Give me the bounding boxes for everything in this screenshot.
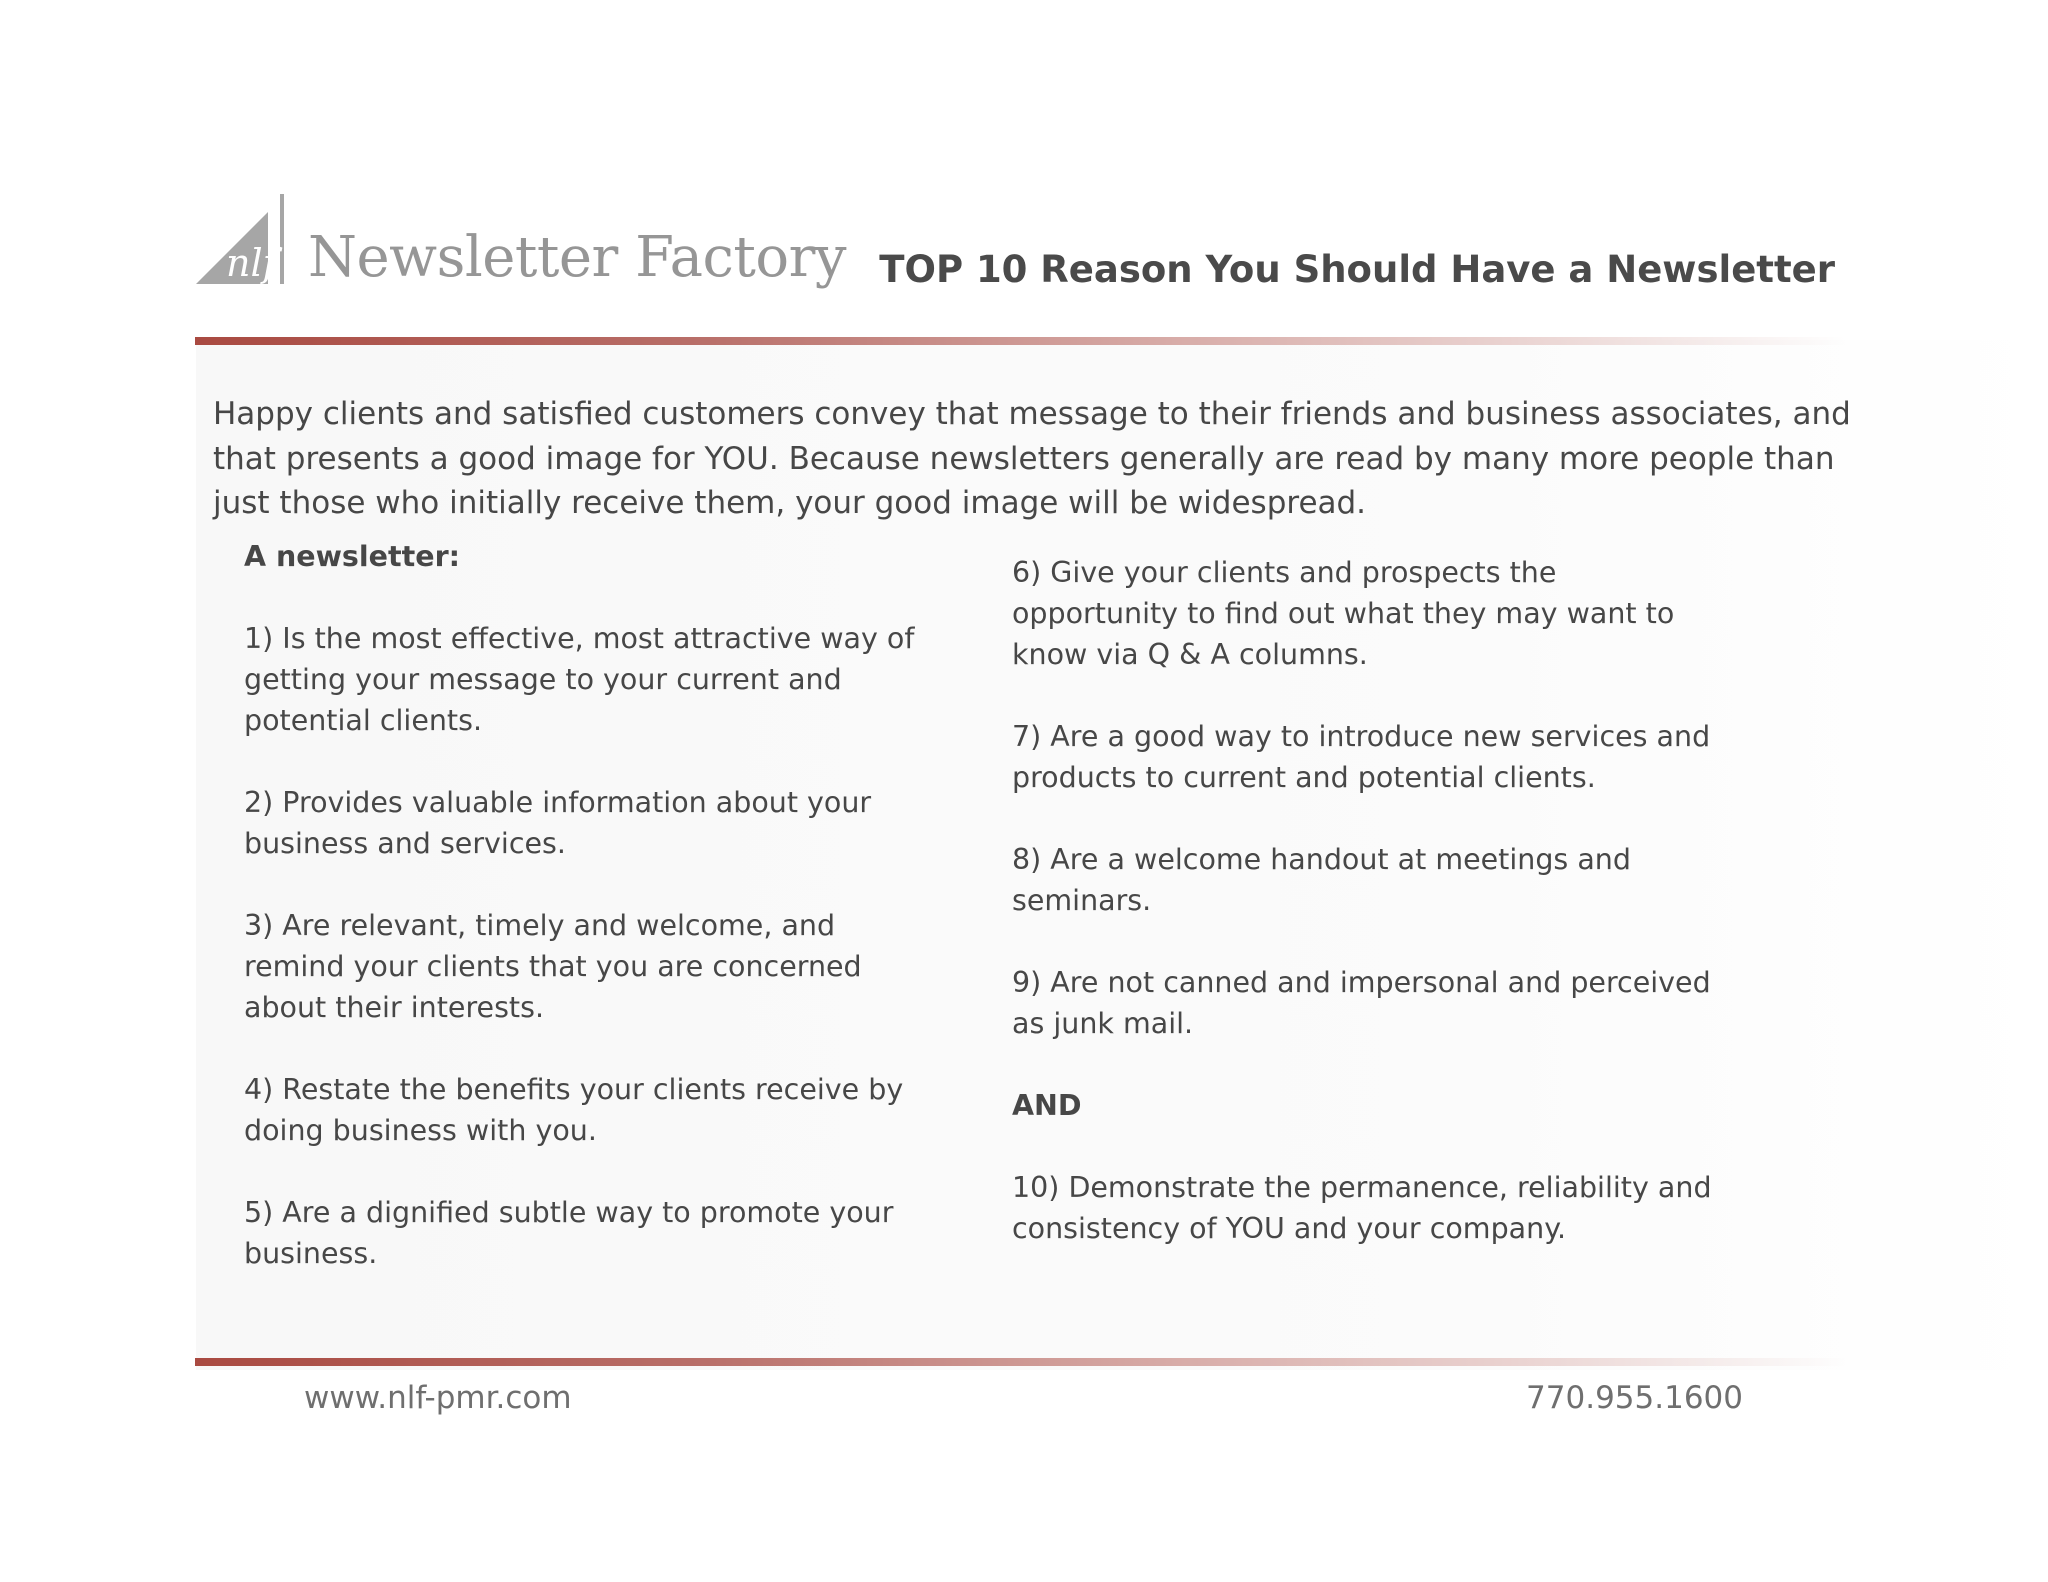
intro-paragraph: Happy clients and satisfied customers convey that message to their friends and business associates, and that presents a good image for YOU. Because newsletters generally are read by many more people than just those who initially receive them, your good image will be widespread. — [213, 396, 1851, 521]
right-column — [1012, 552, 1712, 1290]
logo-mark-letters: nlf — [226, 241, 277, 285]
reason-item-4: 4) Restate the benefits your clients receive by doing business with you. — [244, 1073, 904, 1147]
and-label: AND — [1012, 1089, 1082, 1122]
reason-item-7: 7) Are a good way to introduce new services and products to current and potential clients. — [1012, 720, 1711, 794]
logo-mark-icon — [196, 192, 292, 292]
reason-item-1: 1) Is the most effective, most attractive way of getting your message to your current and potential clients. — [244, 622, 915, 737]
reason-item-3: 3) Are relevant, timely and welcome, and remind your clients that you are concerned about their interests. — [244, 909, 862, 1024]
page-title: TOP 10 Reason You Should Have a Newsletter — [879, 248, 1835, 291]
reason-item-6: 6) Give your clients and prospects the opportunity to find out what they may want to know via Q & A columns. — [1012, 556, 1675, 671]
reason-item-10: 10) Demonstrate the permanence, reliability and consistency of YOU and your company. — [1012, 1171, 1712, 1245]
logo-wordmark: Newsletter Factory — [308, 225, 847, 290]
left-column — [244, 536, 924, 1315]
reason-item-2: 2) Provides valuable information about your business and services. — [244, 786, 872, 860]
newsletter-factory-logo — [196, 192, 847, 304]
reason-item-8: 8) Are a welcome handout at meetings and seminars. — [1012, 843, 1631, 917]
reason-item-5: 5) Are a dignified subtle way to promote your business. — [244, 1196, 894, 1270]
footer-website: www.nlf-pmr.com — [304, 1380, 572, 1416]
footer-phone: 770.955.1600 — [1526, 1380, 1743, 1416]
reason-item-9: 9) Are not canned and impersonal and perceived as junk mail. — [1012, 966, 1711, 1040]
header-divider — [195, 337, 1845, 345]
footer-divider — [195, 1358, 1845, 1366]
list-heading: A newsletter: — [244, 540, 461, 573]
